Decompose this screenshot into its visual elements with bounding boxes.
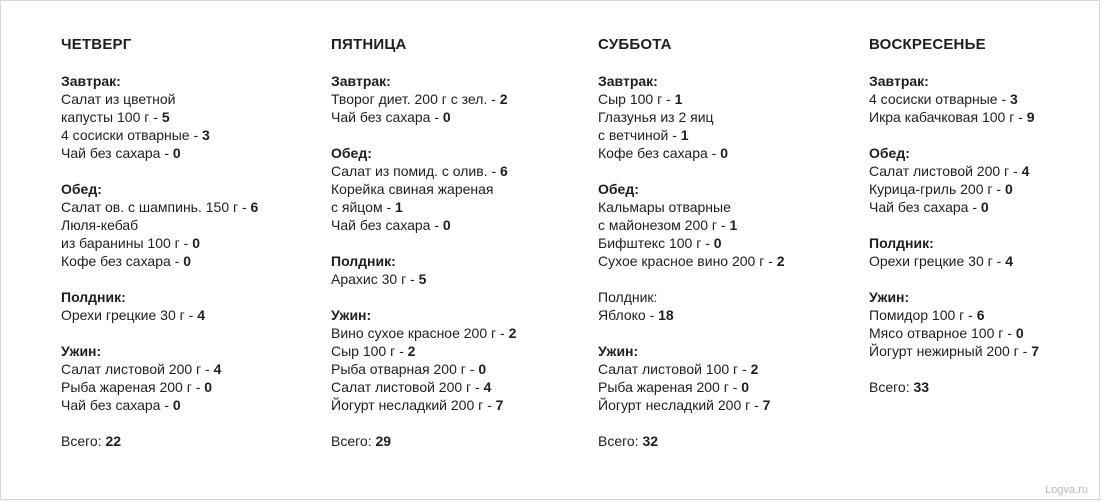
meal-section [331, 144, 581, 234]
meal-item [331, 108, 581, 126]
day-total-value: 32 [642, 433, 659, 449]
meal-item-text: Бифштекс 100 г - [598, 235, 714, 251]
meal-heading: Полдник: [331, 253, 396, 269]
meal-item [598, 126, 848, 144]
meal-item-score: 0 [442, 109, 451, 125]
meal-item-score: 4 [483, 379, 492, 395]
meal-item-text: Орехи грецкие 30 г - [61, 307, 198, 323]
meal-item-score: 1 [674, 91, 683, 107]
meal-item-score: 0 [183, 253, 192, 269]
meal-item-score: 3 [1010, 91, 1018, 107]
meal-item-score: 4 [197, 307, 205, 323]
meal-item-score: 7 [1031, 343, 1040, 359]
meal-item-text: Салат листовой 100 г - [598, 361, 751, 377]
meal-item [61, 378, 311, 396]
meal-heading: Завтрак: [598, 73, 658, 89]
meal-item-score: 1 [680, 127, 689, 143]
meal-section [598, 342, 848, 414]
meal-section [331, 252, 581, 288]
meal-item [331, 198, 581, 216]
meal-item-text: Салат листовой 200 г - [869, 163, 1022, 179]
meal-item [598, 306, 848, 324]
meal-item [598, 216, 848, 234]
meal-item-text: Салат листовой 200 г - [331, 379, 484, 395]
meal-item-score: 0 [172, 397, 181, 413]
meal-item-score: 6 [250, 199, 259, 215]
meal-item [331, 270, 581, 288]
meal-section [869, 234, 1102, 270]
meal-item [869, 324, 1102, 342]
day-title: ЧЕТВЕРГ [61, 36, 132, 53]
meal-item-score: 4 [1005, 253, 1013, 269]
meal-item [61, 234, 311, 252]
meal-item [598, 360, 848, 378]
meal-item-score: 0 [741, 379, 750, 395]
meal-item [61, 306, 311, 324]
meal-item [598, 90, 848, 108]
meal-item-text: Глазунья из 2 яиц [598, 109, 714, 125]
day-title: ВОСКРЕСЕНЬЕ [869, 36, 986, 53]
meal-section [61, 180, 311, 270]
meal-item-text: Рыба жареная 200 г - [598, 379, 742, 395]
meal-item [61, 90, 311, 108]
day-total-label: Всего: [869, 379, 914, 395]
meal-item [61, 108, 311, 126]
day-total-value: 22 [105, 433, 122, 449]
meal-item-text: капусты 100 г - [61, 109, 162, 125]
watermark: Logva.ru [1045, 484, 1088, 496]
meal-item-text: Йогурт несладкий 200 г - [598, 397, 763, 413]
meal-heading: Обед: [331, 145, 372, 161]
meal-item-text: Сыр 100 г - [331, 343, 408, 359]
day-total-label: Всего: [331, 433, 376, 449]
meal-item [598, 108, 848, 126]
meal-item-score: 2 [750, 361, 759, 377]
meal-item-text: Арахис 30 г - [331, 271, 419, 287]
meal-heading: Ужин: [598, 343, 639, 359]
meal-item-score: 0 [192, 235, 201, 251]
meal-item-score: 0 [713, 235, 722, 251]
day-column-thursday [61, 36, 311, 450]
meal-item-text: Рыба отварная 200 г - [331, 361, 479, 377]
meal-section [598, 72, 848, 162]
meal-heading: Полдник: [598, 289, 658, 305]
meal-item-text: Сыр 100 г - [598, 91, 675, 107]
meal-item-text: Салат из помид. с олив. - [331, 163, 501, 179]
meal-item-score: 0 [204, 379, 213, 395]
meal-item [598, 198, 848, 216]
meal-item-score: 18 [658, 307, 674, 323]
meal-heading: Ужин: [61, 343, 102, 359]
day-total [331, 432, 581, 450]
meal-item-text: Творог диет. 200 г с зел. - [331, 91, 500, 107]
meal-heading: Обед: [61, 181, 102, 197]
meal-item-text: Кофе без сахара - [61, 253, 184, 269]
meal-item-score: 2 [776, 253, 785, 269]
meal-item [869, 90, 1102, 108]
meal-item-score: 1 [729, 217, 738, 233]
day-total-value: 33 [913, 379, 930, 395]
meal-heading: Завтрак: [61, 73, 121, 89]
meal-heading: Полдник: [869, 235, 934, 251]
meal-heading: Обед: [598, 181, 639, 197]
meal-section [598, 288, 848, 324]
meal-item [61, 216, 311, 234]
meal-item-score: 7 [762, 397, 771, 413]
meal-item-score: 3 [202, 127, 210, 143]
day-title: СУББОТА [598, 36, 672, 53]
meal-item-text: с ветчиной - [598, 127, 681, 143]
day-total [61, 432, 311, 450]
meal-section [61, 72, 311, 162]
meal-section [869, 144, 1102, 216]
meal-item-text: с майонезом 200 г - [598, 217, 730, 233]
meal-section [331, 72, 581, 126]
meal-item [331, 396, 581, 414]
meal-item-score: 4 [213, 361, 222, 377]
meal-item-text: Вино сухое красное 200 г - [331, 325, 509, 341]
meal-item-text: Чай без сахара - [869, 199, 981, 215]
meal-item [331, 342, 581, 360]
meal-item [869, 180, 1102, 198]
meal-item-score: 4 [1021, 163, 1030, 179]
meal-item [598, 252, 848, 270]
meal-heading: Полдник: [61, 289, 126, 305]
meal-heading: Завтрак: [869, 73, 929, 89]
meal-item-text: Корейка свиная жареная [331, 181, 494, 197]
day-title: ПЯТНИЦА [331, 36, 407, 53]
meal-item-score: 0 [1004, 181, 1013, 197]
meal-item-score: 7 [495, 397, 504, 413]
meal-item-score: 9 [1026, 109, 1035, 125]
meal-item [61, 252, 311, 270]
day-column-sunday [869, 36, 1102, 396]
meal-heading: Ужин: [331, 307, 372, 323]
meal-item-text: Икра кабачковая 100 г - [869, 109, 1027, 125]
meal-item [61, 126, 311, 144]
meal-item [61, 144, 311, 162]
meal-item [331, 216, 581, 234]
meal-item-text: Люля-кебаб [61, 217, 139, 233]
meal-item [869, 108, 1102, 126]
meal-item [331, 324, 581, 342]
meal-item-text: 4 сосиски отварные - [869, 91, 1011, 107]
meal-item-text: Курица-гриль 200 г - [869, 181, 1005, 197]
meal-item [598, 378, 848, 396]
meal-item [598, 234, 848, 252]
meal-item-text: Йогурт нежирный 200 г - [869, 343, 1032, 359]
meal-item-text: из баранины 100 г - [61, 235, 193, 251]
meal-item [598, 144, 848, 162]
day-total [598, 432, 848, 450]
meal-heading: Обед: [869, 145, 910, 161]
meal-item-score: 6 [500, 163, 508, 179]
meal-heading: Ужин: [869, 289, 910, 305]
day-total [869, 378, 1102, 396]
meal-item-score: 2 [499, 91, 508, 107]
meal-item-score: 1 [395, 199, 403, 215]
meal-heading: Завтрак: [331, 73, 391, 89]
meal-item [331, 162, 581, 180]
meal-item [331, 180, 581, 198]
meal-item-text: Мясо отварное 100 г - [869, 325, 1016, 341]
meal-item-text: с яйцом - [331, 199, 396, 215]
meal-item [598, 396, 848, 414]
meal-section [61, 342, 311, 414]
meal-item-score: 0 [442, 217, 451, 233]
meal-item-score: 6 [976, 307, 985, 323]
meal-item-text: Чай без сахара - [331, 217, 443, 233]
meal-item [331, 378, 581, 396]
meal-item-score: 5 [161, 109, 170, 125]
day-column-friday [331, 36, 581, 450]
meal-section [598, 180, 848, 270]
meal-item [869, 342, 1102, 360]
meal-item-text: Помидор 100 г - [869, 307, 977, 323]
meal-item [331, 360, 581, 378]
meal-section [869, 288, 1102, 360]
meal-item-score: 0 [720, 145, 729, 161]
meal-item-text: Сухое красное вино 200 г - [598, 253, 777, 269]
meal-section [869, 72, 1102, 126]
meal-item [869, 162, 1102, 180]
meal-item [61, 198, 311, 216]
meal-item-text: Салат ов. с шампинь. 150 г - [61, 199, 251, 215]
meal-item-text: Кальмары отварные [598, 199, 731, 215]
meal-item-text: Рыба жареная 200 г - [61, 379, 205, 395]
meal-item-score: 2 [508, 325, 517, 341]
meal-item-score: 2 [407, 343, 416, 359]
meal-item-text: Чай без сахара - [61, 145, 173, 161]
meal-item-text: 4 сосиски отварные - [61, 127, 203, 143]
meal-item-score: 0 [478, 361, 487, 377]
meal-item [869, 306, 1102, 324]
meal-item-text: Чай без сахара - [331, 109, 443, 125]
meal-item-score: 0 [1015, 325, 1024, 341]
meal-item-score: 0 [172, 145, 181, 161]
meal-item-text: Салат листовой 200 г - [61, 361, 214, 377]
meal-item-text: Йогурт несладкий 200 г - [331, 397, 496, 413]
meal-item-score: 5 [418, 271, 427, 287]
day-total-label: Всего: [61, 433, 106, 449]
day-total-label: Всего: [598, 433, 643, 449]
meal-item [61, 396, 311, 414]
meal-item-text: Чай без сахара - [61, 397, 173, 413]
day-column-saturday [598, 36, 848, 450]
meal-item-text: Орехи грецкие 30 г - [869, 253, 1006, 269]
meal-section [61, 288, 311, 324]
day-total-value: 29 [375, 433, 392, 449]
meal-item [869, 252, 1102, 270]
meal-item [869, 198, 1102, 216]
meal-item [61, 360, 311, 378]
meal-section [331, 306, 581, 414]
meal-item [331, 90, 581, 108]
meal-item-text: Салат из цветной [61, 91, 176, 107]
meal-item-text: Кофе без сахара - [598, 145, 721, 161]
meal-item-text: Яблоко - [598, 307, 659, 323]
meal-item-score: 0 [980, 199, 989, 215]
